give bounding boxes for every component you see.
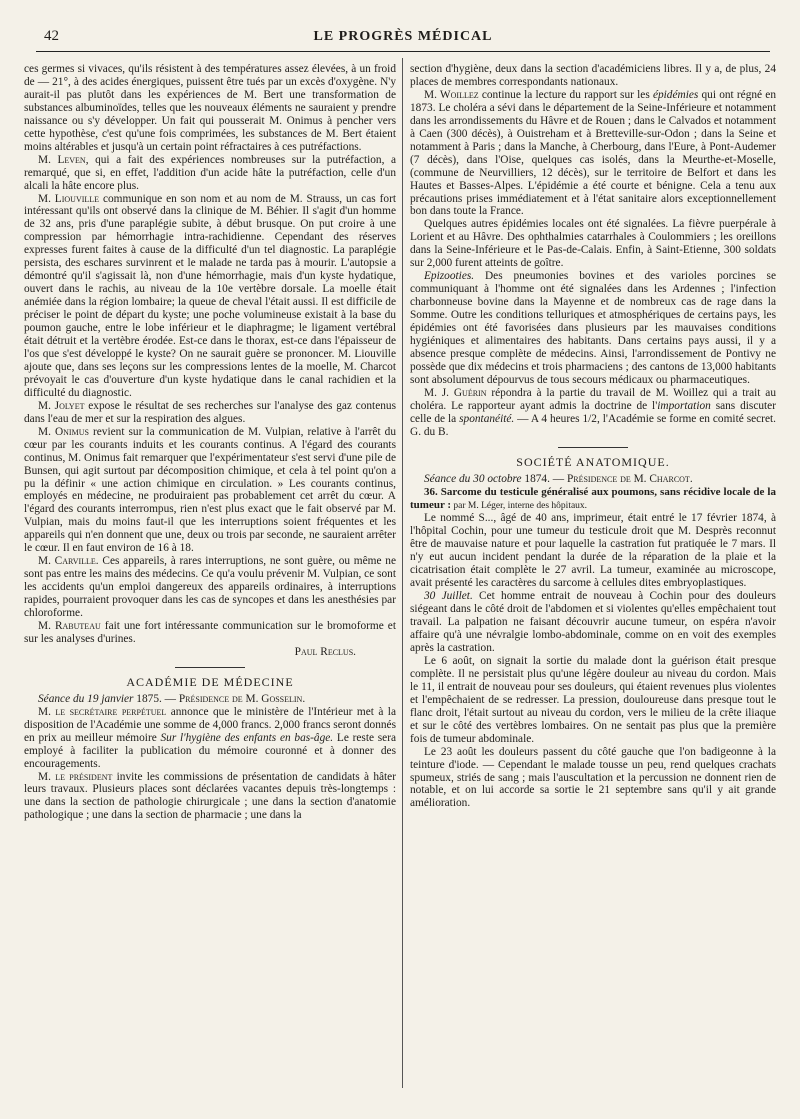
paragraph-text: revient sur la communication de M. Vulpian, relative à l'arrêt du cœur par les courants induits et les courants continus. A l'égard des courants continus, M. Onimus fait remarquer que l'expérimentateur s'est servi d'une pile de Bunsen, qui agit surtout par décomposition chimique, et cela à tel point qu'on a pu la définir « une action chimique en circulation. » Les courants continus, employés en médecine, ne produiraient pas probablement cet arrêt du cœur. A l'égard des courants interrompus, rien n'est plus exact que le fait observé par M. Vulpian, mais du moins faut-il que les interruptions soient fréquentes et les appareils qui n'en donnent que une, deux ou trois par seconde, ne sauraient arrêter le cœur. Il en faut environ de 16 à 18. <box>24 425 396 555</box>
column-divider <box>402 58 403 1088</box>
seance-date: 19 janvier <box>87 692 134 705</box>
signature: G. du B. <box>410 425 449 438</box>
page-number: 42 <box>44 28 59 44</box>
paragraph <box>410 270 776 387</box>
paragraph-text: expose le résultat de ses recherches sur l'analyse des gaz contenus dans l'eau de mer et sur la respiration des algues. <box>24 399 397 425</box>
paragraph <box>410 387 776 439</box>
paragraph-text: qui a fait des expériences nombreuses sur la putréfaction, a remarqué, que si, en effet, l'addition d'un acide hâte la putréfaction, celle d'un alcali la hâte encore plus. <box>24 153 396 192</box>
paragraph <box>410 89 776 219</box>
memoir-title: Sur l'hygiène des enfants en bas-âge. <box>160 731 334 744</box>
paragraph: section d'hygiène, deux dans la section d'académiciens libres. Il y a, de plus, 24 places de membres correspondants nationaux. <box>410 63 776 88</box>
speaker-name: M. Onimus <box>38 425 89 438</box>
paragraph-text: communique en son nom et au nom de M. Strauss, un cas fort intéressant qu'ils ont observé dans la clinique de M. Béhier. Il s'agit d'un homme de 32 ans, pris d'une paraplégie subite, à début brusque. On put croire à une compression par hémorrhagie intra-rachidienne. Cependant des réserves expresses furent faites à cause de la difficulté d'un tel diagnostic. La paraplégie persista, des eschares survinrent et le malade ne tarda pas à mourir. L'autopsie a démontré qu'il s'agissait là, non d'une hémorrhagie, mais d'un kyste hydatique, ouvert dans le rachis, au niveau de la 10e vertèbre dorsale. La moelle était anémiée dans la région lombaire; la queue de cheval l'était aussi. Il est difficile de préciser le point de départ du kyste; une poche volumineuse existait à la base du poumon gauche, entre le lobe inférieur et le diaphragme; le ligament vertébral était détruit et la vertèbre érodée. Est-ce dans le thorax, est-ce dans l'épaisseur de l'os que s'est développé le kyste? On ne saurait guère se prononcer. M. Liouville ajoute que, dans ses leçons sur les compressions lentes de la moelle, M. Charcot prévoyait le cas d'ouverture d'un kyste hydatique dans le canal rachidien et la difficulté du diagnostic. <box>24 192 396 399</box>
seance-label: Séance du <box>38 692 85 705</box>
italic-term: importation <box>657 399 711 412</box>
italic-term: épidémies <box>652 88 699 101</box>
paragraph: ces germes si vivaces, qu'ils résistent à des températures assez élevées, à un froid de — 21°, à des acides énergiques, puissent être tués par un excès d'oxygène. N'y aurait-il pas plutôt dans les expériences de M. Bert une transformation de substances albuminoïdes, telles que les nouveaux éléments ne sauraient y prendre naissance ou s'y développer. Un fait qui pousserait M. Onimus à pencher vers cette hypothèse, c'est qu'une fois comprimées, les substances de M. Bert étaient moins altérables et jusqu'à un certain point réfractaires à ces putréfactions. <box>24 63 396 153</box>
paragraph <box>24 154 396 193</box>
right-column <box>410 63 776 810</box>
speaker-name: M. Woillez <box>424 88 479 101</box>
seance-line <box>24 693 396 706</box>
case-heading <box>410 486 776 513</box>
speaker-name: M. Rabuteau <box>38 619 101 632</box>
paragraph-text: fait une fort intéressante communication sur le bromoforme et sur les analyses d'urines. <box>24 619 396 645</box>
section-divider <box>558 447 628 448</box>
paragraph-text: sans discuter celle de la <box>410 399 776 425</box>
speaker-name: M. Carville. <box>38 555 99 568</box>
speaker-name: M. le président <box>38 770 113 783</box>
paragraph: Le 6 août, on signait la sortie du malade dont la guérison était presque complète. Il ne persistait plus qu'une légère douleur au niveau du cordon. Mais le 11, il entrait de nouveau pour ses douleurs, qui étaient revenues plus violentes et l'empêchaient de se redresser. La pression, douloureuse dans presque tout le flanc droit, l'était surtout au niveau du cordon, vers le milieu de la crête iliaque et sur le côté des vertèbres lombaires. On ne sentait pas plus que la première fois de tumeur abdominale. <box>410 654 776 745</box>
society-heading: SOCIÉTÉ ANATOMIQUE. <box>516 454 670 469</box>
paragraph: Le nommé S..., âgé de 40 ans, imprimeur, était entré le 17 février 1874, à l'hôpital Cochin, pour une tumeur du testicule droit que M. Desprès reconnut être de mauvaise nature et pour laquelle la castration fut pratiquée le 7 mars. Il n'y eut aucun incident pendant la durée de la réparation de la plaie et la cicatrisation était complète le 27 avril. La tumeur, examinée au microscope, avait présenté les caractères du sarcome à cellules dites embryoplastiques. <box>410 512 776 590</box>
speaker-name: M. Jolyet <box>38 399 85 412</box>
paragraph <box>24 771 396 823</box>
italic-term: 30 Juillet. <box>424 590 473 603</box>
speaker-name: M. Leven, <box>38 153 89 166</box>
section-divider <box>175 667 245 668</box>
paragraph <box>24 193 396 400</box>
paragraph: Le 23 août les douleurs passent du côté gauche que l'on badigeonne à la teinture d'iode. — Cependant le malade tousse un peu, rend quelques crachats spumeux, striés de sang ; mais l'auscultation et la percussion ne donnent rien de notable, et on lui accorde sa sortie le 21 septembre sans qu'il y ait grande amélioration. <box>410 745 776 810</box>
case-title: 36. Sarcome du testicule généralisé aux poumons, sans récidive locale de la tumeur : <box>410 485 776 511</box>
paragraph: Quelques autres épidémies locales ont été signalées. La fièvre puerpérale à Lorient et au Hâvre. Des ophthalmies catarrhales à Coulommiers ; les oreillons dans la Seine-Inférieure et le Pas-de-Calais. Enfin, à Saint-Etienne, 300 soldats sur 2,000 furent atteints de goître. <box>410 218 776 270</box>
paragraph-text: — A 4 heures 1/2, l'Académie se forme en comité secret. <box>514 412 776 425</box>
paragraph-text: invite les commissions de présentation de candidats à hâter leurs travaux. Plusieurs places sont déclarées vacantes depuis très-longtemps : une dans la section de pathologie chirurgicale ; une dans la section d'anatomie pathologique ; une dans la section de pharmacie ; une dans la <box>24 770 396 822</box>
paragraph-text: Des pneumonies bovines et des varioles porcines se communiquant à l'homme ont été signalées dans les Ardennes ; l'infection charbonneuse bovine dans la Mayenne et de nombreux cas de rage dans la Somme. Outre les conditions telluriques et atmosphériques de certains pays, les épidémies ont été favorisées dans plusieurs par les mauvaises conditions hygiéniques et alimentaires des habitants. Dans certains pays aussi, il y a absence presque complète de médecins. Ainsi, l'arrondissement de Pontivy ne possède que dix médecins et trois pharmaciens ; des cantons de 13,000 habitants sont absolument dépourvus de tous secours médicaux ou pharmaceutiques. <box>410 270 776 386</box>
paragraph-text: qui ont régné en 1873. Le choléra a sévi dans le département de la Seine-Inférieure et notamment dans les arrondissements du Hâvre et de Rouen ; dans le Calvados et notamment à Caen (300 décès), à Ouistreham et à Bretteville-sur-Odon ; dans la Seine et notamment à Paris ; dans la Manche, à Cherbourg, dans l'Eure, à Pont-Audemer (7 décès), dans l'Oise, quelques cas isolés, dans la Meurthe-et-Moselle, (commune de Neurvilliers, 12 décès), sur le territoire de Belfort et dans les Hautes et Basses-Alpes. L'épidémie a été courte et bénigne. Cela a tenu aux précautions prises immédiatement et à l'état sanitaire alors exceptionnellement bon dans toute la France. <box>410 88 777 218</box>
academy-heading: ACADÉMIE DE MÉDECINE <box>126 674 294 689</box>
paragraph <box>24 706 396 771</box>
paragraph <box>24 620 396 646</box>
italic-term: Epizooties. <box>424 270 475 283</box>
seance-label: Séance du <box>424 472 471 485</box>
speaker-name: M. J. Guérin <box>424 386 487 399</box>
paragraph <box>24 555 396 620</box>
seance-rest: 1874. — Présidence de M. Charcot. <box>521 472 693 485</box>
page-header <box>36 28 770 50</box>
seance-line <box>410 473 776 486</box>
speaker-name: M. Liouville <box>38 192 100 205</box>
case-author: par M. Léger, interne des hôpitaux. <box>451 500 588 511</box>
paragraph-text: Le reste sera employé à faciliter la publication du mémoire couronné et à donner des encouragements. <box>24 731 397 770</box>
seance-date: 30 octobre <box>473 472 522 485</box>
paragraph-text: Ces appareils, à rares interruptions, ne sont guère, ou même ne sont pas entre les mains des médecins. Ce qu'a voulu prévenir M. Vulpian, ce sont les accidents qu'un emploi dangereux des appareils ordinaires, à interruptions rapides, pourraient provoquer dans les cas de syncopes et dans les anesthésies par chloroforme. <box>24 555 396 620</box>
paragraph <box>410 590 776 655</box>
paragraph-text: répondra à la partie du travail de M. Woillez qui a trait au choléra. Le rapporteur ayant admis la doctrine de l' <box>410 386 777 412</box>
signature: Paul Reclus. <box>294 645 356 658</box>
paragraph <box>24 426 396 556</box>
seance-rest: 1875. — Présidence de M. Gosselin. <box>133 692 306 705</box>
paragraph-text: continue la lecture du rapport sur les <box>478 88 653 101</box>
header-rule <box>36 51 770 52</box>
running-title: LE PROGRÈS MÉDICAL <box>313 29 493 44</box>
italic-term: spontanéité. <box>459 412 515 425</box>
paragraph-text: annonce que le ministère de l'Intérieur met à la disposition de l'Académie une somme de 4,000 francs. 2,000 francs seront donnés en prix au meilleur mémoire <box>24 705 396 744</box>
left-column <box>24 63 396 822</box>
paragraph-text: Cet homme entrait de nouveau à Cochin pour des douleurs siégeant dans le côté droit de l'abdomen et si violentes qu'elles empêchaient tout travail. La palpation ne faisant découvrir aucune tumeur, on espéra n'avoir affaire qu'à une névralgie lombo-abdominale, comme on en voit des exemples après la castration. <box>410 590 776 654</box>
speaker-name: M. le secrétaire perpétuel <box>38 705 167 718</box>
paragraph <box>24 400 396 426</box>
